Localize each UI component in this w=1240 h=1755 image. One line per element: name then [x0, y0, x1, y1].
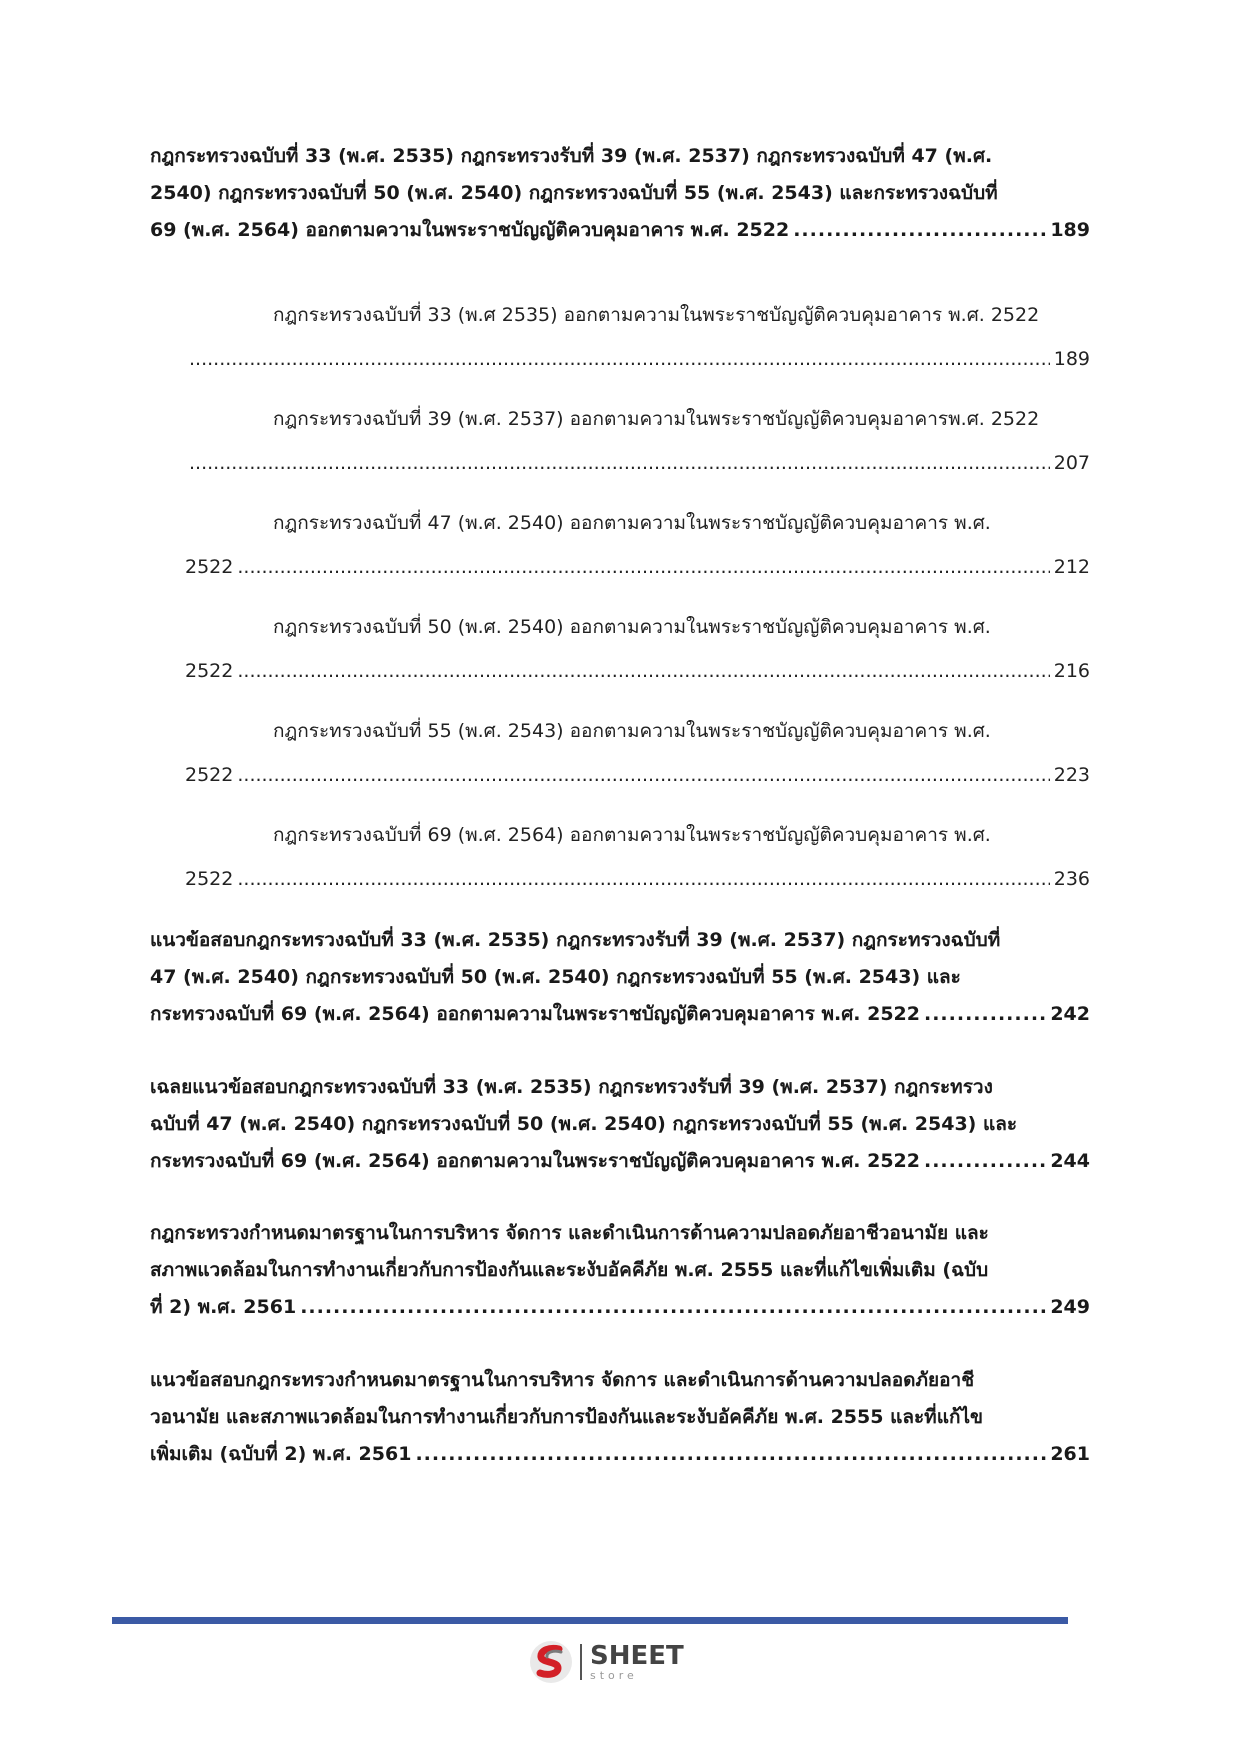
toc-subentry-leader-line — [185, 657, 1090, 685]
toc-entry-text-line: เฉลยแนวข้อสอบกฎกระทรวงฉบับที่ 33 (พ.ศ. 2535) กฎกระทรวงรับที่ 39 (พ.ศ. 2537) กฎกระทรวง — [150, 1076, 993, 1098]
logo-separator — [580, 1644, 582, 1680]
toc-entry-text-line: กฎกระทรวงกำหนดมาตรฐานในการบริหาร จัดการ และดำเนินการด้านความปลอดภัยอาชีวอนามัย และ — [150, 1222, 989, 1244]
toc-entry-leader-line — [150, 996, 1090, 1033]
sheet-store-s-logo-icon — [528, 1639, 574, 1685]
dot-leader — [189, 449, 1050, 477]
toc-entry-leader-line — [150, 212, 1090, 249]
toc-subentry-continuation: 2522 — [185, 556, 234, 578]
page-number: 261 — [1050, 1443, 1090, 1465]
page-number: 216 — [1053, 660, 1090, 682]
dot-leader — [237, 657, 1049, 685]
toc-entry-ministerial-regulations[interactable] — [150, 138, 1090, 249]
toc-entry-text-line: กระทรวงฉบับที่ 69 (พ.ศ. 2564) ออกตามความในพระราชบัญญัติควบคุมอาคาร พ.ศ. 2522 — [150, 1150, 920, 1172]
logo-sub-text: store — [590, 1669, 638, 1682]
page-number: 223 — [1053, 764, 1090, 786]
toc-entry-exam-guide[interactable] — [150, 922, 1090, 1033]
toc-entry-text-line: 47 (พ.ศ. 2540) กฎกระทรวงฉบับที่ 50 (พ.ศ. 2540) กฎกระทรวงฉบับที่ 55 (พ.ศ. 2543) และ — [150, 966, 961, 988]
dot-leader — [237, 553, 1049, 581]
footer-logo — [528, 1638, 684, 1686]
toc-subentry-regulation-50[interactable] — [185, 609, 1090, 685]
toc-subentry-regulation-39[interactable] — [185, 401, 1090, 477]
toc-entry-fire-safety-exam-guide[interactable] — [150, 1362, 1090, 1473]
dot-leader — [924, 1143, 1046, 1180]
toc-subentry-title: กฎกระทรวงฉบับที่ 50 (พ.ศ. 2540) ออกตามความในพระราชบัญญัติควบคุมอาคาร พ.ศ. — [273, 616, 991, 638]
toc-entry-text-line: 69 (พ.ศ. 2564) ออกตามความในพระราชบัญญัติควบคุมอาคาร พ.ศ. 2522 — [150, 219, 790, 241]
toc-subentry-regulation-33[interactable] — [185, 297, 1090, 373]
logo-brand-text: SHEET — [590, 1641, 684, 1671]
dot-leader — [415, 1436, 1046, 1473]
toc-entry-text-line: วอนามัย และสภาพแวดล้อมในการทำงานเกี่ยวกับการป้องกันและระงับอัคคีภัย พ.ศ. 2555 และที่แก้ไข — [150, 1406, 983, 1428]
page-number: 249 — [1050, 1296, 1090, 1318]
toc-entry-text-line: กระทรวงฉบับที่ 69 (พ.ศ. 2564) ออกตามความในพระราชบัญญัติควบคุมอาคาร พ.ศ. 2522 — [150, 1003, 920, 1025]
toc-subentry-leader-line — [185, 553, 1090, 581]
toc-subentry-regulation-55[interactable] — [185, 713, 1090, 789]
toc-entry-exam-answers[interactable] — [150, 1069, 1090, 1180]
toc-entry-text-line: เพิ่มเติม (ฉบับที่ 2) พ.ศ. 2561 — [150, 1443, 412, 1465]
toc-subentry-leader-line — [185, 865, 1090, 893]
toc-subentry-leader-line — [185, 761, 1090, 789]
toc-entry-text-line: ที่ 2) พ.ศ. 2561 — [150, 1296, 297, 1318]
dot-leader — [189, 345, 1050, 373]
page-number: 242 — [1050, 1003, 1090, 1025]
toc-entry-text-line: แนวข้อสอบกฎกระทรวงกำหนดมาตรฐานในการบริหาร จัดการ และดำเนินการด้านความปลอดภัยอาชี — [150, 1369, 975, 1391]
dot-leader — [924, 996, 1046, 1033]
dot-leader — [237, 761, 1049, 789]
toc-subentry-title: กฎกระทรวงฉบับที่ 69 (พ.ศ. 2564) ออกตามความในพระราชบัญญัติควบคุมอาคาร พ.ศ. — [273, 824, 991, 846]
page-number: 189 — [1053, 348, 1090, 370]
page-number: 212 — [1053, 556, 1090, 578]
toc-entry-text-line: สภาพแวดล้อมในการทำงานเกี่ยวกับการป้องกันและระงับอัคคีภัย พ.ศ. 2555 และที่แก้ไขเพิ่มเติม (ฉบับ — [150, 1259, 989, 1281]
toc-entry-text-line: กฎกระทรวงฉบับที่ 33 (พ.ศ. 2535) กฎกระทรวงรับที่ 39 (พ.ศ. 2537) กฎกระทรวงฉบับที่ 47 (พ.ศ. — [150, 145, 993, 167]
page-number: 189 — [1050, 219, 1090, 241]
logo-wordmark — [590, 1643, 684, 1681]
toc-subentry-leader-line — [185, 449, 1090, 477]
toc-entry-fire-safety-regulation[interactable] — [150, 1215, 1090, 1326]
dot-leader — [300, 1289, 1046, 1326]
toc-entry-text-line: แนวข้อสอบกฎกระทรวงฉบับที่ 33 (พ.ศ. 2535) กฎกระทรวงรับที่ 39 (พ.ศ. 2537) กฎกระทรวงฉบับที่ — [150, 929, 1001, 951]
toc-entry-text-line: ฉบับที่ 47 (พ.ศ. 2540) กฎกระทรวงฉบับที่ 50 (พ.ศ. 2540) กฎกระทรวงฉบับที่ 55 (พ.ศ. 2543) และ — [150, 1113, 1018, 1135]
toc-subentry-continuation: 2522 — [185, 660, 234, 682]
page-number: 244 — [1050, 1150, 1090, 1172]
toc-subentry-title: กฎกระทรวงฉบับที่ 39 (พ.ศ. 2537) ออกตามความในพระราชบัญญัติควบคุมอาคารพ.ศ. 2522 — [273, 408, 1040, 430]
toc-entry-leader-line — [150, 1436, 1090, 1473]
dot-leader — [793, 212, 1046, 249]
toc-subentry-title: กฎกระทรวงฉบับที่ 55 (พ.ศ. 2543) ออกตามความในพระราชบัญญัติควบคุมอาคาร พ.ศ. — [273, 720, 991, 742]
toc-subentry-regulation-47[interactable] — [185, 505, 1090, 581]
page-number: 207 — [1053, 452, 1090, 474]
footer-rule — [112, 1617, 1068, 1624]
toc-subentry-title: กฎกระทรวงฉบับที่ 33 (พ.ศ 2535) ออกตามความในพระราชบัญญัติควบคุมอาคาร พ.ศ. 2522 — [273, 304, 1040, 326]
toc-subentry-continuation: 2522 — [185, 764, 234, 786]
toc-subentry-title: กฎกระทรวงฉบับที่ 47 (พ.ศ. 2540) ออกตามความในพระราชบัญญัติควบคุมอาคาร พ.ศ. — [273, 512, 991, 534]
dot-leader — [237, 865, 1049, 893]
toc-entry-text-line: 2540) กฎกระทรวงฉบับที่ 50 (พ.ศ. 2540) กฎกระทรวงฉบับที่ 55 (พ.ศ. 2543) และกระทรวงฉบับที่ — [150, 182, 998, 204]
page-number: 236 — [1053, 868, 1090, 890]
toc-subentry-regulation-69[interactable] — [185, 817, 1090, 893]
toc-subentry-continuation: 2522 — [185, 868, 234, 890]
toc-entry-leader-line — [150, 1143, 1090, 1180]
toc-subentry-leader-line — [185, 345, 1090, 373]
toc-entry-leader-line — [150, 1289, 1090, 1326]
